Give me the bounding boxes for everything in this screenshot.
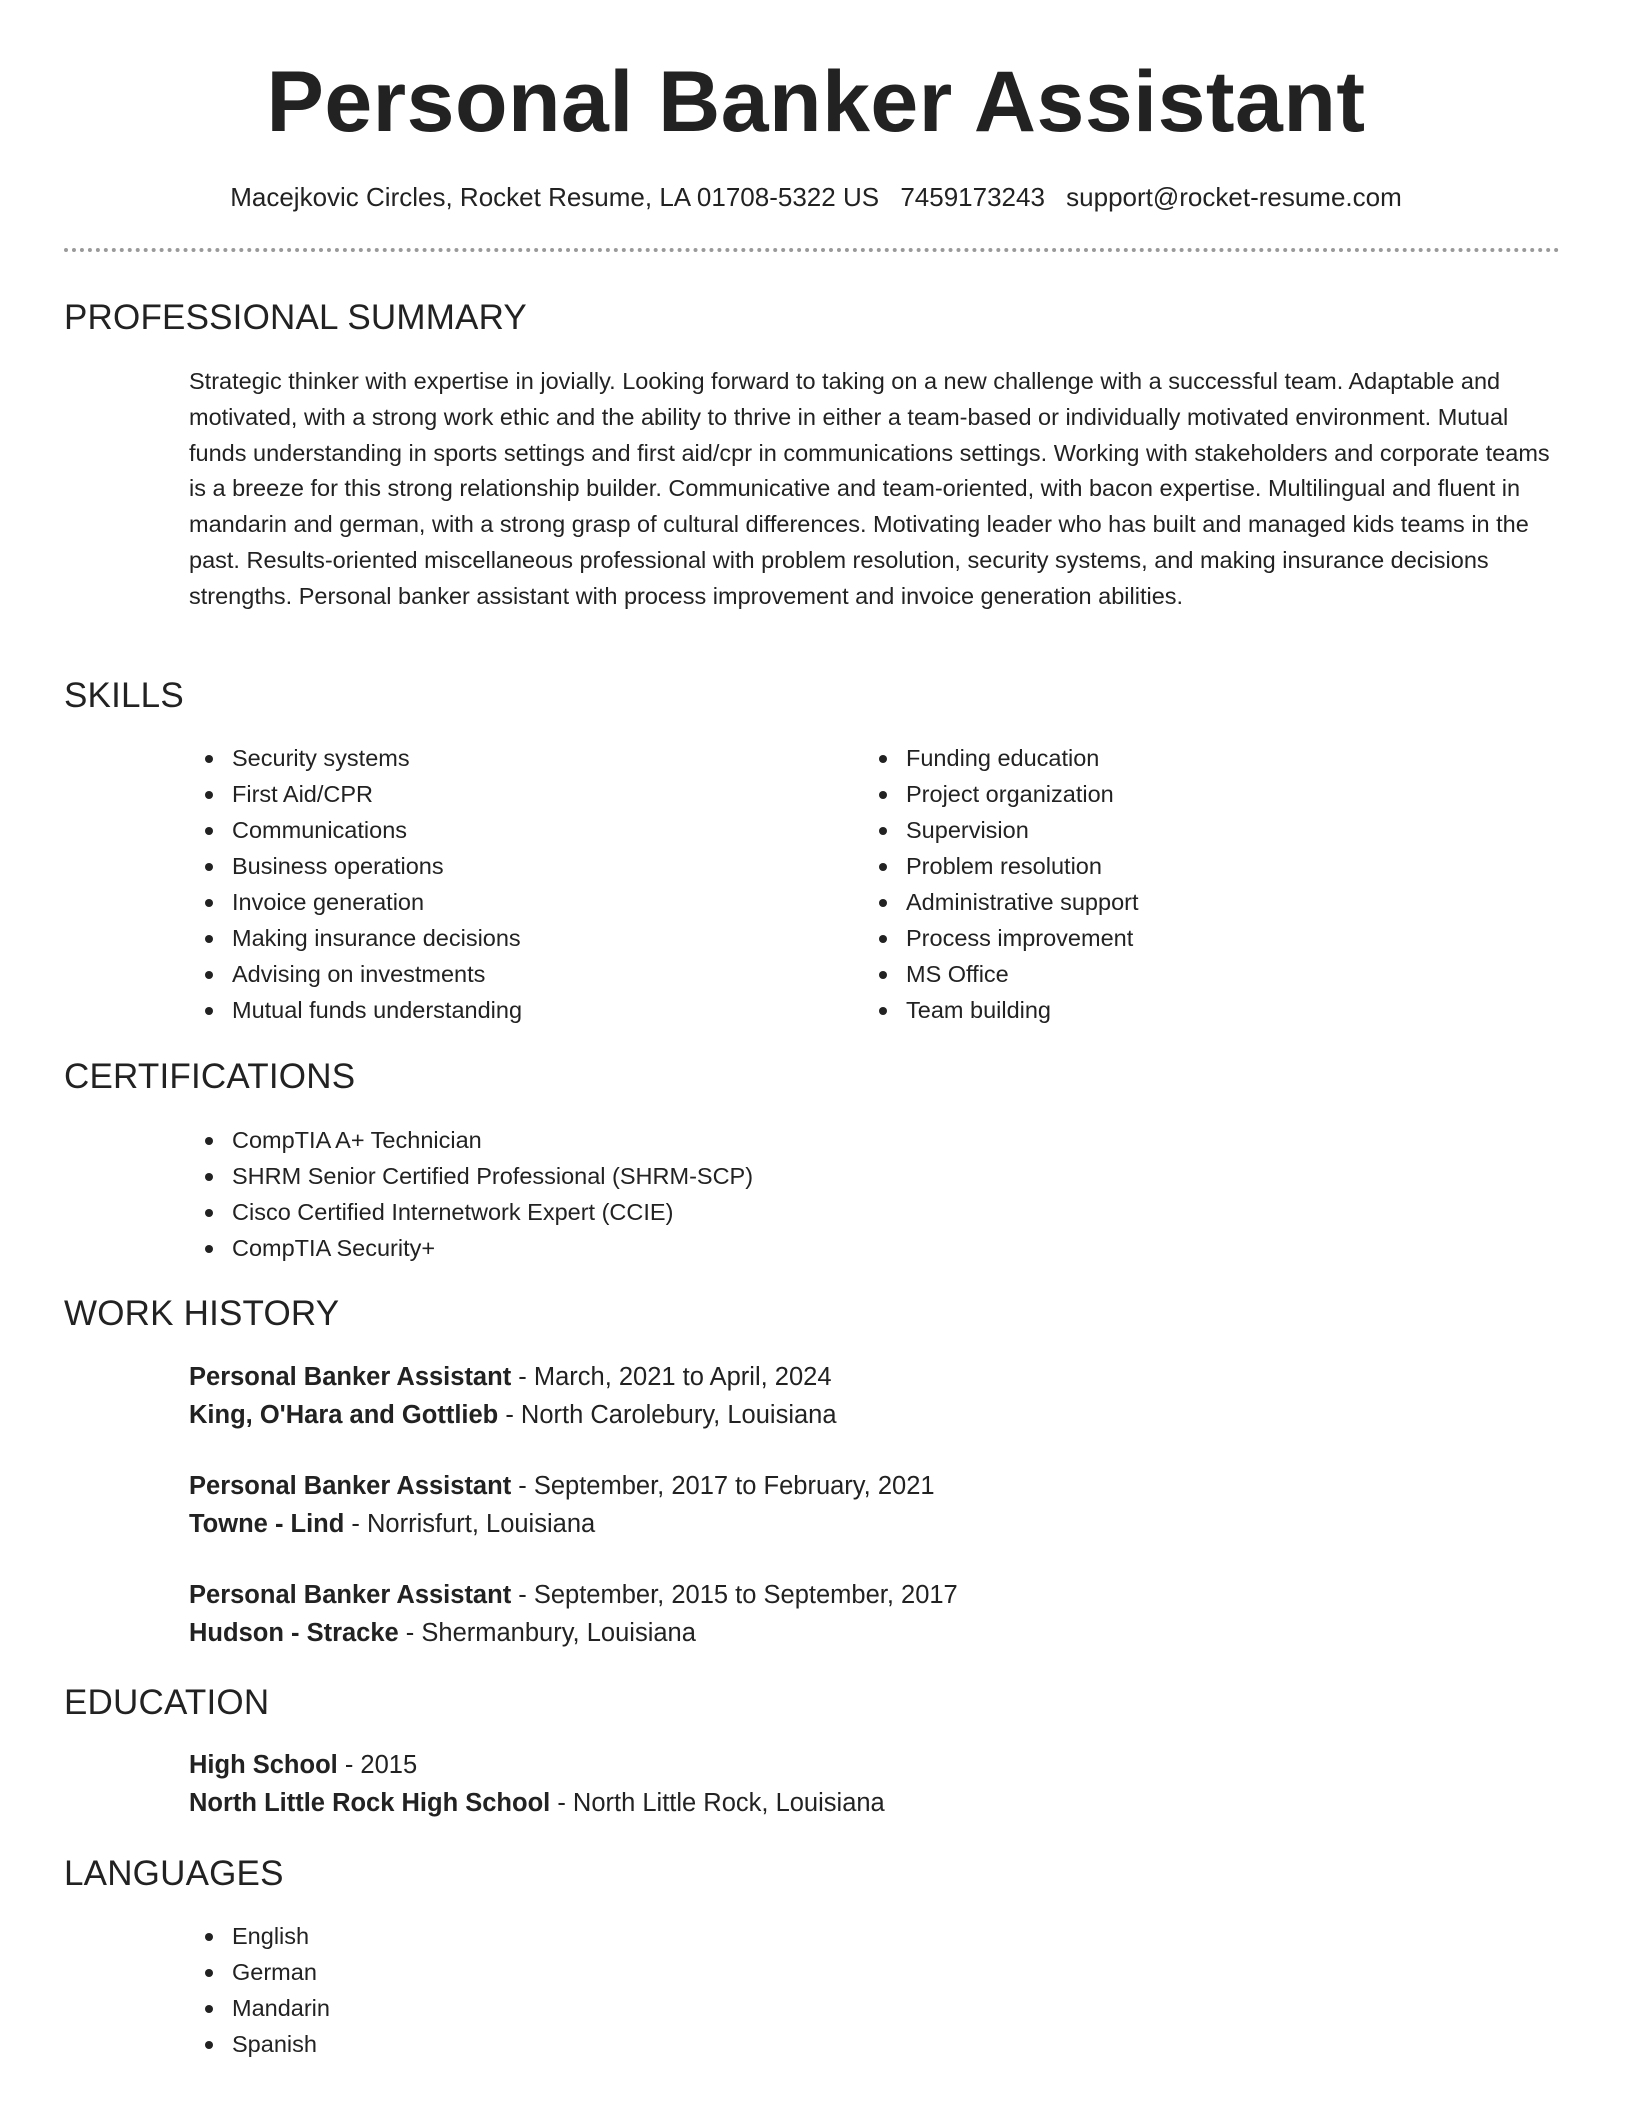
- work-entry-title-line: [189, 1358, 837, 1396]
- company-location: - Norrisfurt, Louisiana: [344, 1510, 596, 1538]
- education-entry: [189, 1746, 885, 1822]
- header-divider: [64, 248, 1560, 252]
- company-name: Hudson - Stracke: [189, 1619, 399, 1647]
- skill-item: Funding education: [863, 740, 1503, 776]
- company-location: - Shermanbury, Louisiana: [398, 1619, 696, 1647]
- certification-item: CompTIA A+ Technician: [189, 1122, 1389, 1158]
- school-location: - North Little Rock, Louisiana: [550, 1789, 885, 1817]
- company-name: Towne - Lind: [189, 1510, 345, 1538]
- certifications-list: [189, 1122, 1389, 1266]
- job-title: Personal Banker Assistant: [189, 1581, 512, 1609]
- work-entry-title-line: [189, 1576, 958, 1614]
- skill-item: Making insurance decisions: [189, 920, 829, 956]
- work-entry-title-line: [189, 1467, 935, 1505]
- work-entry: [189, 1358, 837, 1434]
- contact-address: Macejkovic Circles, Rocket Resume, LA 01708-5322 US: [230, 182, 880, 212]
- job-title: Personal Banker Assistant: [189, 1363, 512, 1391]
- education-degree-line: [189, 1746, 885, 1784]
- skill-item: First Aid/CPR: [189, 776, 829, 812]
- company-name: King, O'Hara and Gottlieb: [189, 1401, 499, 1429]
- language-item: Mandarin: [189, 1990, 789, 2026]
- company-location: - North Carolebury, Louisiana: [498, 1401, 837, 1429]
- work-entry: [189, 1467, 935, 1543]
- school-name: North Little Rock High School: [189, 1789, 551, 1817]
- contact-phone: 7459173243: [900, 182, 1045, 212]
- summary-text: Strategic thinker with expertise in jovially. Looking forward to taking on a new challenge with a successful team. Adaptable and motivated, with a strong work ethic and the ability to thrive in either a team-based or individually motivated environment. Mutual funds understanding in sports settings and first aid/cpr in communications settings. Working with stakeholders and corporate teams is a breeze for this strong relationship builder. Communicative and team-oriented, with bacon expertise. Multilingual and fluent in mandarin and german, with a strong grasp of cultural differences. Motivating leader who has built and managed kids teams in the past. Results-oriented miscellaneous professional with problem resolution, security systems, and making insurance decisions strengths. Personal banker assistant with process improvement and invoice generation abilities.: [189, 368, 1550, 609]
- certification-item: Cisco Certified Internetwork Expert (CCIE): [189, 1194, 1389, 1230]
- work-entry: [189, 1576, 958, 1652]
- skill-item: Invoice generation: [189, 884, 829, 920]
- resume-name: Personal Banker Assistant: [266, 54, 1366, 150]
- job-dates: - September, 2015 to September, 2017: [511, 1581, 958, 1609]
- skill-item: Process improvement: [863, 920, 1503, 956]
- skill-item: Problem resolution: [863, 848, 1503, 884]
- job-title: Personal Banker Assistant: [189, 1472, 512, 1500]
- contact-email: support@rocket-resume.com: [1066, 182, 1402, 212]
- section-title-skills: SKILLS: [64, 676, 184, 715]
- work-entry-company-line: [189, 1396, 837, 1434]
- skill-item: Project organization: [863, 776, 1503, 812]
- certification-item: SHRM Senior Certified Professional (SHRM-SCP): [189, 1158, 1389, 1194]
- section-title-education: EDUCATION: [64, 1683, 270, 1722]
- skills-list-left: [189, 740, 829, 1028]
- skill-item: Communications: [189, 812, 829, 848]
- section-title-summary: PROFESSIONAL SUMMARY: [64, 298, 527, 337]
- languages-list: [189, 1918, 789, 2062]
- language-item: Spanish: [189, 2026, 789, 2062]
- education-degree: High School: [189, 1751, 338, 1779]
- section-title-work-history: WORK HISTORY: [64, 1294, 340, 1333]
- education-school-line: [189, 1784, 885, 1822]
- skill-item: Team building: [863, 992, 1503, 1028]
- skill-item: Administrative support: [863, 884, 1503, 920]
- language-item: English: [189, 1918, 789, 1954]
- education-year: - 2015: [337, 1751, 418, 1779]
- work-entry-company-line: [189, 1505, 935, 1543]
- section-title-languages: LANGUAGES: [64, 1854, 284, 1893]
- skill-item: MS Office: [863, 956, 1503, 992]
- section-title-certifications: CERTIFICATIONS: [64, 1057, 356, 1096]
- skill-item: Mutual funds understanding: [189, 992, 829, 1028]
- skill-item: Advising on investments: [189, 956, 829, 992]
- skills-list-right: [863, 740, 1503, 1028]
- skill-item: Security systems: [189, 740, 829, 776]
- language-item: German: [189, 1954, 789, 1990]
- work-entry-company-line: [189, 1614, 958, 1652]
- job-dates: - September, 2017 to February, 2021: [511, 1472, 935, 1500]
- skill-item: Supervision: [863, 812, 1503, 848]
- job-dates: - March, 2021 to April, 2024: [511, 1363, 832, 1391]
- contact-line: [0, 180, 1632, 214]
- skill-item: Business operations: [189, 848, 829, 884]
- certification-item: CompTIA Security+: [189, 1230, 1389, 1266]
